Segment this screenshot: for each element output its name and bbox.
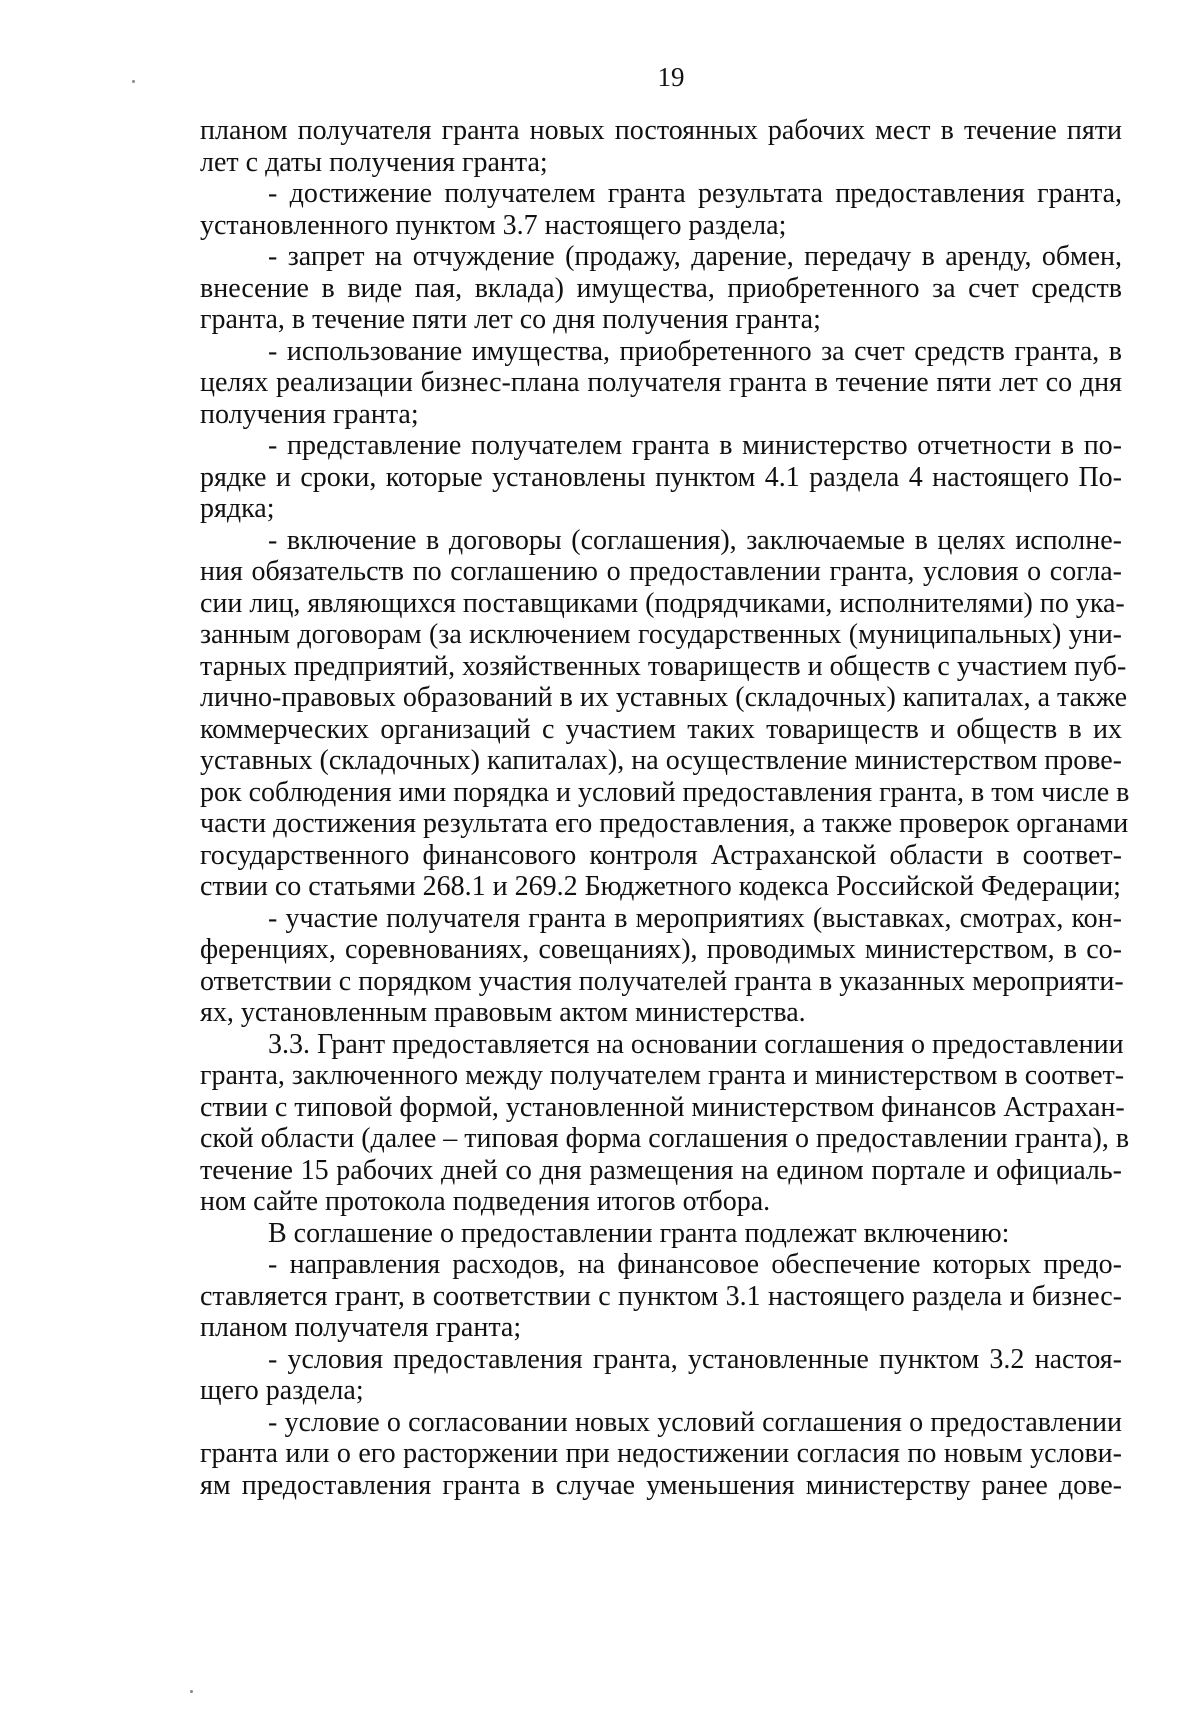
document-body <box>200 115 1130 1501</box>
text-line: - запрет на отчуждение (продажу, дарение, передачу в аренду, обмен, <box>268 241 1122 272</box>
scan-speck <box>132 80 135 83</box>
text-line: части достижения результата его предоставления, а также проверок органами <box>200 808 1129 839</box>
text-line: рядка; <box>200 493 275 524</box>
text-line: ствии со статьями 268.1 и 269.2 Бюджетного кодекса Российской Федерации; <box>200 871 1121 902</box>
text-line: гранта, в течение пяти лет со дня получения гранта; <box>200 304 821 335</box>
text-line: ответствии с порядком участия получателей гранта в указанных мероприяти- <box>200 965 1124 997</box>
text-line: планом получателя гранта; <box>200 1312 522 1343</box>
text-line: лет с даты получения гранта; <box>200 146 548 178</box>
text-line: рядке и сроки, которые установлены пунктом 4.1 раздела 4 настоящего По- <box>200 461 1122 493</box>
text-line: рок соблюдения ими порядка и условий предоставления гранта, в том числе в <box>200 776 1130 808</box>
text-line: уставных (складочных) капиталах), на осуществление министерством прове- <box>200 745 1122 776</box>
text-line: В соглашение о предоставлении гранта подлежат включению: <box>268 1217 1010 1249</box>
text-line: установленного пунктом 3.7 настоящего раздела; <box>200 209 787 241</box>
scan-speck <box>190 1690 193 1693</box>
page-number: 19 <box>657 62 685 92</box>
text-line: ской области (далее – типовая форма соглашения о предоставлении гранта), в <box>200 1123 1130 1154</box>
text-line: - участие получателя гранта в мероприятиях (выставках, смотрах, кон- <box>268 902 1122 934</box>
text-line: государственного финансового контроля Астраханской области в соответ- <box>200 839 1122 871</box>
text-line: - условие о согласовании новых условий соглашения о предоставлении <box>268 1406 1122 1438</box>
text-line: ном сайте протокола подведения итогов отбора. <box>200 1186 771 1217</box>
text-line: тарных предприятий, хозяйственных товариществ и обществ с участием пуб- <box>200 650 1127 682</box>
text-line: - представление получателем гранта в министерство отчетности в по- <box>268 430 1122 461</box>
text-line: внесение в виде пая, вклада) имущества, приобретенного за счет средств <box>200 272 1122 304</box>
text-line: сии лиц, являющихся поставщиками (подрядчиками, исполнителями) по ука- <box>200 587 1125 619</box>
text-line: щего раздела; <box>200 1375 364 1406</box>
text-line: 3.3. Грант предоставляется на основании соглашения о предоставлении <box>268 1028 1124 1060</box>
text-line: ставляется грант, в соответствии с пунктом 3.1 настоящего раздела и бизнес- <box>200 1280 1122 1312</box>
text-line: ствии с типовой формой, установленной министерством финансов Астрахан- <box>200 1091 1125 1123</box>
text-line: планом получателя гранта новых постоянных рабочих мест в течение пяти <box>200 115 1122 146</box>
text-line: получения гранта; <box>200 398 419 430</box>
text-line: гранта или о его расторжении при недостижении согласия по новым услови- <box>200 1438 1122 1469</box>
text-line: - условия предоставления гранта, установленные пунктом 3.2 настоя- <box>268 1343 1122 1375</box>
text-line: - использование имущества, приобретенного за счет средств гранта, в <box>268 335 1122 367</box>
text-line: течение 15 рабочих дней со дня размещения на едином портале и официаль- <box>200 1154 1122 1186</box>
text-line: - направления расходов, на финансовое обеспечение которых предо- <box>268 1249 1122 1280</box>
text-line: ям предоставления гранта в случае уменьшения министерству ранее дове- <box>200 1469 1122 1501</box>
text-line: ях, установленным правовым актом министерства. <box>200 997 806 1028</box>
text-line: коммерческих организаций с участием таких товариществ и обществ в их <box>200 713 1122 745</box>
text-line: - достижение получателем гранта результата предоставления гранта, <box>268 178 1122 209</box>
text-line: гранта, заключенного между получателем гранта и министерством в соответ- <box>200 1060 1125 1091</box>
text-line: занным договорам (за исключением государственных (муниципальных) уни- <box>200 619 1122 650</box>
text-line: целях реализации бизнес-плана получателя гранта в течение пяти лет со дня <box>200 367 1122 398</box>
text-line: лично-правовых образований в их уставных (складочных) капиталах, а также <box>200 682 1128 713</box>
text-line: ференциях, соревнованиях, совещаниях), проводимых министерством, в со- <box>200 934 1122 965</box>
text-line: ния обязательств по соглашению о предоставлении гранта, условия о согла- <box>200 556 1122 587</box>
text-line: - включение в договоры (соглашения), заключаемые в целях исполне- <box>268 524 1122 556</box>
